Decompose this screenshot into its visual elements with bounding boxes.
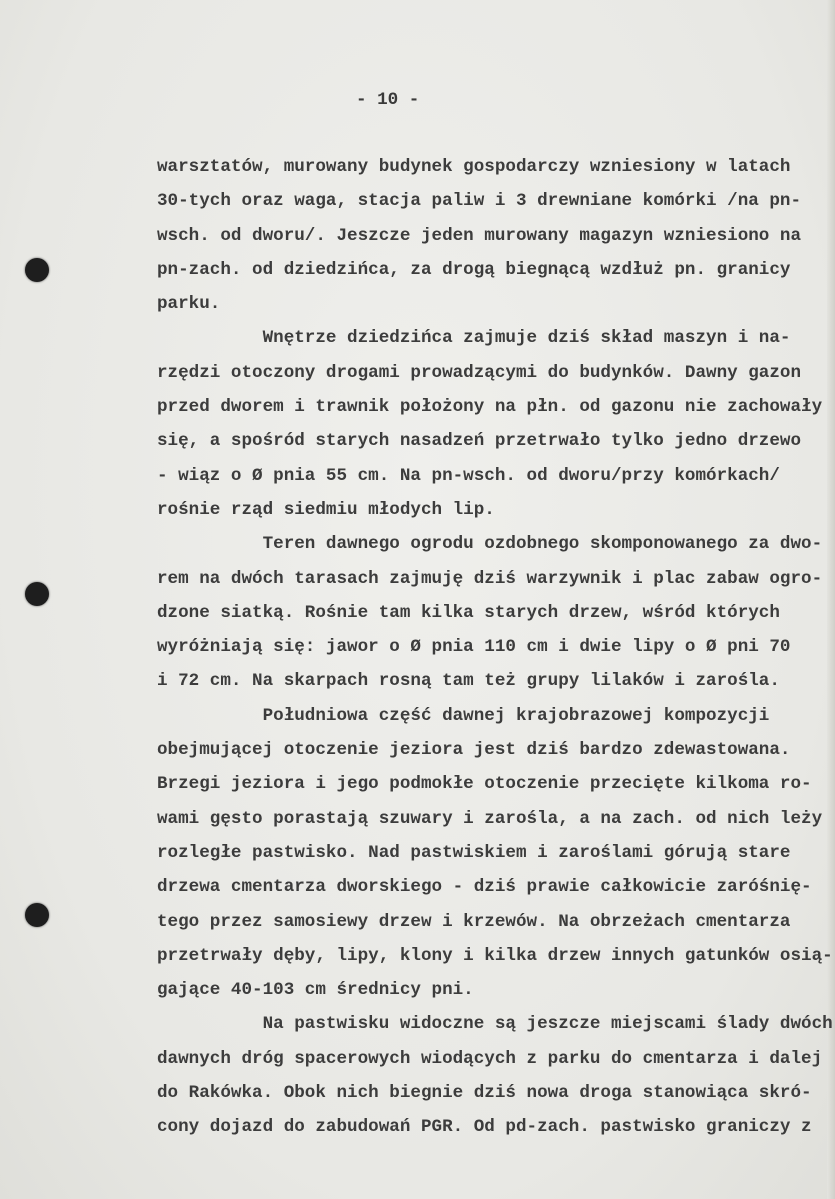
text-line: gające 40-103 cm średnicy pni. (157, 980, 474, 1001)
text-line: rem na dwóch tarasach zajmuję dziś warzywnik i plac zabaw ogro- (157, 568, 823, 589)
text-line: cony dojazd do zabudowań PGR. Od pd-zach. pastwisko graniczy z (157, 1117, 812, 1138)
text-line: i 72 cm. Na skarpach rosną tam też grupy lilaków i zarośla. (157, 671, 780, 692)
text-line: Na pastwisku widoczne są jeszcze miejscami ślady dwóch (157, 1014, 833, 1035)
punch-hole-icon (25, 258, 49, 282)
text-line: tego przez samosiewy drzew i krzewów. Na obrzeżach cmentarza (157, 911, 791, 932)
text-line: Wnętrze dziedzińca zajmuje dziś skład maszyn i na- (157, 328, 791, 349)
text-line: dzone siatką. Rośnie tam kilka starych drzew, wśród których (157, 602, 780, 623)
text-line: Brzegi jeziora i jego podmokłe otoczenie przecięte kilkoma ro- (157, 774, 812, 795)
page-number: - 10 - (356, 90, 420, 110)
punch-hole-icon (25, 582, 49, 606)
text-line: Południowa część dawnej krajobrazowej kompozycji (157, 705, 770, 726)
text-line: parku. (157, 294, 221, 315)
text-line: Teren dawnego ogrodu ozdobnego skomponowanego za dwo- (157, 534, 823, 555)
text-line: 30-tych oraz waga, stacja paliw i 3 drewniane komórki /na pn- (157, 191, 802, 212)
text-line: rośnie rząd siedmiu młodych lip. (157, 499, 495, 520)
text-line: do Rakówka. Obok nich biegnie dziś nowa droga stanowiąca skró- (157, 1083, 812, 1104)
paragraph (157, 1007, 833, 1144)
text-line: warsztatów, murowany budynek gospodarczy wzniesiony w latach (157, 157, 791, 177)
paragraph (157, 150, 833, 321)
text-line: wyróżniają się: jawor o Ø pnia 110 cm i dwie lipy o Ø pni 70 (157, 637, 791, 658)
text-line: wami gęsto porastają szuwary i zarośla, a na zach. od nich leży (157, 808, 823, 829)
text-line: się, a spośród starych nasadzeń przetrwało tylko jedno drzewo (157, 431, 802, 452)
paragraph (157, 699, 833, 1008)
text-line: rzędzi otoczony drogami prowadzącymi do budynków. Dawny gazon (157, 362, 802, 383)
text-line: pn-zach. od dziedzińca, za drogą biegnącą wzdłuż pn. granicy (157, 259, 791, 280)
text-line: dawnych dróg spacerowych wiodących z parku do cmentarza i dalej (157, 1048, 823, 1069)
punch-hole-icon (25, 903, 49, 927)
text-line: drzewa cmentarza dworskiego - dziś prawie całkowicie zaróśnię- (157, 877, 812, 898)
document-body (157, 150, 833, 1145)
text-line: przed dworem i trawnik położony na płn. od gazonu nie zachowały (157, 397, 823, 418)
text-line: wsch. od dworu/. Jeszcze jeden murowany magazyn wzniesiono na (157, 225, 802, 246)
text-line: - wiąz o Ø pnia 55 cm. Na pn-wsch. od dworu/przy komórkach/ (157, 465, 780, 486)
paragraph (157, 527, 833, 698)
text-line: obejmującej otoczenie jeziora jest dziś bardzo zdewastowana. (157, 740, 791, 761)
paragraph (157, 321, 833, 527)
text-line: rozległe pastwisko. Nad pastwiskiem i zaroślami górują stare (157, 842, 791, 863)
text-line: przetrwały dęby, lipy, klony i kilka drzew innych gatunków osią- (157, 945, 833, 966)
